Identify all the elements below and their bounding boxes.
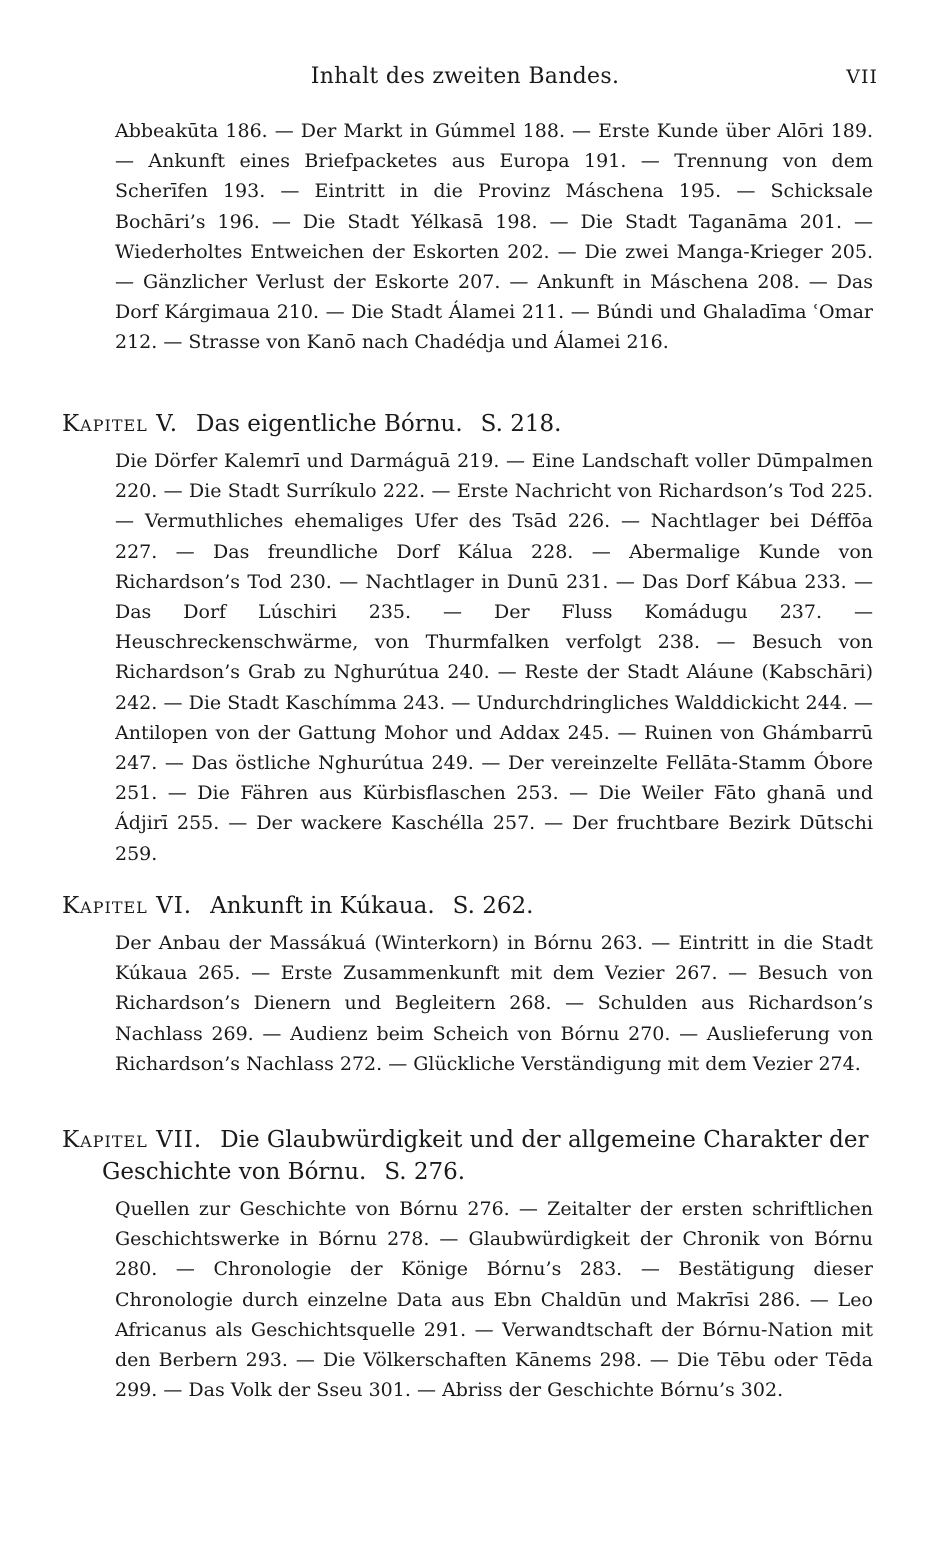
chapter-heading <box>62 1124 873 1188</box>
chapter-title: Das eigentliche Bórnu. <box>196 411 463 437</box>
chapter-heading <box>62 890 873 922</box>
chapter-label: Kapitel VII. <box>62 1127 203 1153</box>
chapter-summary: Quellen zur Geschichte von Bórnu 276. — Zeitalter der ersten schriftlichen Geschichtswerke in Bórnu 278. — Glaubwürdigkeit der Chronik von Bórnu 280. — Chronologie der Könige Bórnu’s 283. — Bestätigung dieser Chronologie durch einzelne Data aus Ebn Chaldūn und Makrīsi 286. — Leo Africanus als Geschichtsquelle 291. — Verwandtschaft der Bórnu-Nation mit den Berbern 293. — Die Völkerschaften Kānems 298. — Die Tēbu oder Tēda 299. — Das Volk der Sseu 301. — Abriss der Geschichte Bórnu’s 302. <box>115 1198 873 1402</box>
summary-paragraph: Abbeakūta 186. — Der Markt in Gúmmel 188. — Erste Kunde über Alōri 189. — Ankunft eines Briefpacketes aus Europa 191. — Trennung von dem Scherīfen 193. — Eintritt in die Provinz Máschena 195. — Schicksale Bochāri’s 196. — Die Stadt Yélkasā 198. — Die Stadt Taganāma 201. — Wiederholtes Entweichen der Eskorten 202. — Die zwei Manga-Krieger 205. — Gänzlicher Verlust der Eskorte 207. — Ankunft in Máschena 208. — Das Dorf Kárgimaua 210. — Die Stadt Álamei 211. — Búndi und Ghaladīma ʿOmar 212. — Strasse von Kanō nach Chadédja und Álamei 216. <box>115 120 873 354</box>
chapter-start-page: S. 262. <box>452 893 534 919</box>
chapter-label: Kapitel V. <box>62 411 179 437</box>
chapter-heading <box>62 408 873 440</box>
chapter-vi <box>62 890 873 1079</box>
chapter-summary: Die Dörfer Kalemrī und Darmáguā 219. — Eine Landschaft voller Dūmpalmen 220. — Die Stadt Surríkulo 222. — Erste Nachricht von Richardson’s Tod 225. — Vermuthliches ehemaliges Ufer des Tsād 226. — Nachtlager bei Déffōa 227. — Das freundliche Dorf Kálua 228. — Abermalige Kunde von Richardson’s Tod 230. — Nachtlager in Dunū 231. — Das Dorf Kábua 233. — Das Dorf Lúschiri 235. — Der Fluss Komádugu 237. — Heuschreckenschwärme, von Thurmfalken verfolgt 238. — Besuch von Richardson’s Grab zu Nghurútua 240. — Reste der Stadt Aláune (Kabschāri) 242. — Die Stadt Kaschímma 243. — Undurchdringliches Walddickicht 244. — Antilopen von der Gattung Mohor und Addax 245. — Ruinen von Ghámbarrū 247. — Das östliche Nghurútua 249. — Der vereinzelte Fellāta-Stamm Óbore 251. — Die Fähren aus Kürbisflaschen 253. — Die Weiler Fāto ghanā und Ádjirī 255. — Der wackere Kaschélla 257. — Der fruchtbare Bezirk Dūtschi 259. <box>115 450 873 865</box>
chapter-vii <box>62 1124 873 1405</box>
continued-chapter-summary <box>115 116 873 358</box>
chapter-title: Die Glaubwürdigkeit und der allgemeine Charakter der Geschichte von Bórnu. <box>102 1127 869 1185</box>
chapter-start-page: S. 276. <box>384 1159 466 1185</box>
chapter-v <box>62 408 873 869</box>
running-header <box>0 56 930 96</box>
chapter-summary: Der Anbau der Massákuá (Winterkorn) in Bórnu 263. — Eintritt in die Stadt Kúkaua 265. — Erste Zusammenkunft mit dem Vezier 267. — Besuch von Richardson’s Dienern und Begleitern 268. — Schulden aus Richardson’s Nachlass 269. — Audienz beim Scheich von Bórnu 270. — Auslieferung von Richardson’s Nachlass 272. — Glückliche Verständigung mit dem Vezier 274. <box>115 932 873 1075</box>
header-title: Inhalt des zweiten Bandes. <box>310 64 620 89</box>
chapter-label: Kapitel VI. <box>62 893 193 919</box>
chapter-title: Ankunft in Kúkaua. <box>210 893 435 919</box>
chapter-start-page: S. 218. <box>480 411 562 437</box>
page-number: VII <box>846 66 878 88</box>
